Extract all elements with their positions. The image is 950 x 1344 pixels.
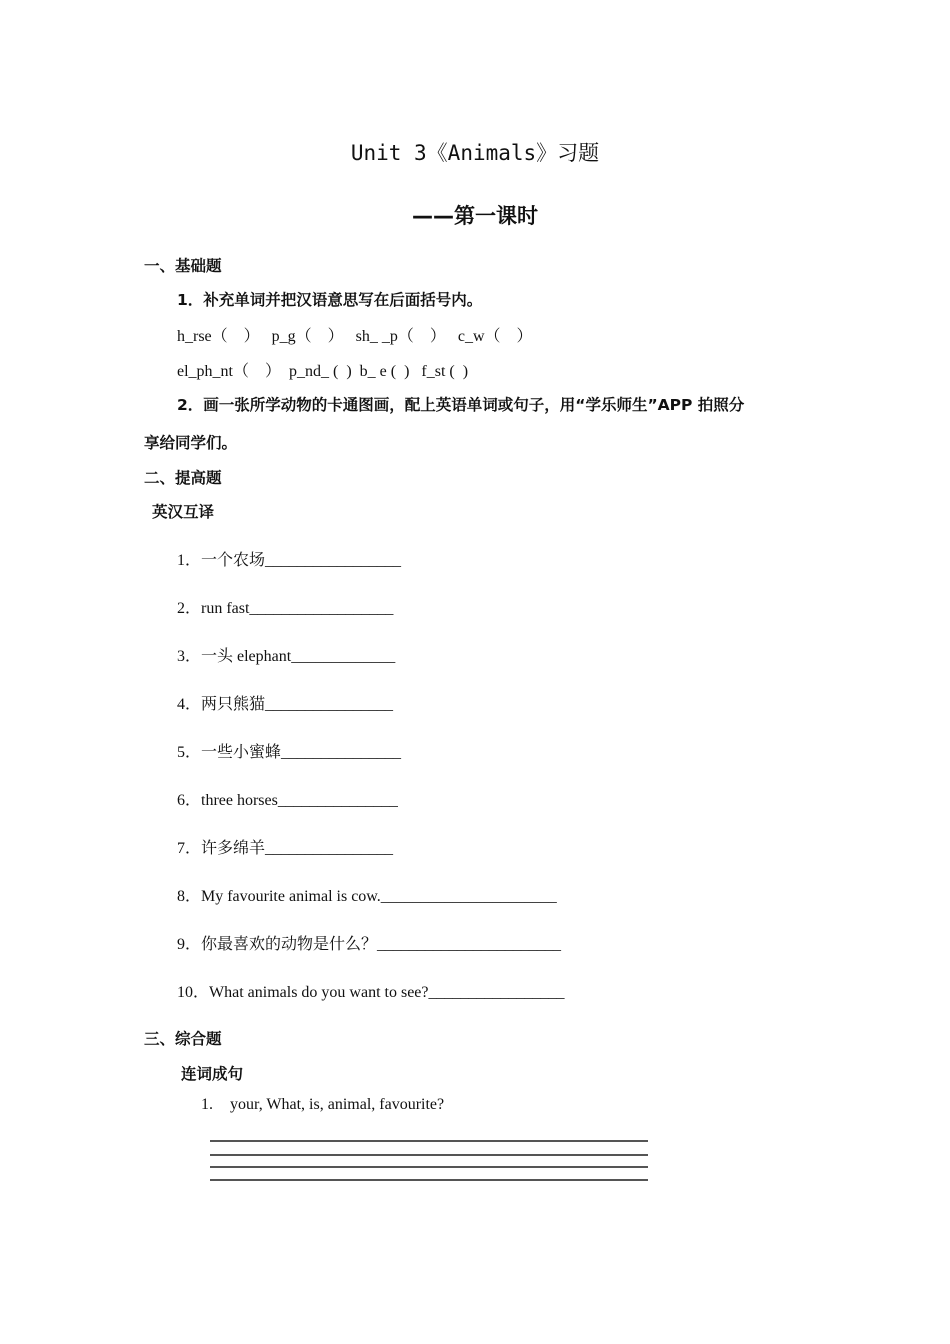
translation-item: 7．许多绵羊________________ [177,840,394,857]
answer-line [210,1140,648,1142]
translation-item: 8．My favourite animal is cow.______________________ [177,888,557,905]
section-heading-advanced: 二、提高题 [144,469,222,487]
translation-item: 10．What animals do you want to see?_________________ [177,984,565,1001]
question-1-instruction: 1．补充单词并把汉语意思写在后面括号内。 [177,291,483,309]
translation-item: 5．一些小蜜蜂_______________ [177,744,402,761]
page-title: Unit 3《Animals》习题 [350,141,600,165]
translation-item: 4．两只熊猫________________ [177,696,394,713]
translation-item: 1．一个农场_________________ [177,552,402,569]
sentence-item-words: your, What, is, animal, favourite? [230,1096,445,1113]
translation-item: 3．一头 elephant_____________ [177,648,396,665]
question-2-line-2: 享给同学们。 [144,434,238,452]
answer-line [210,1179,648,1181]
translation-item: 6．three horses_______________ [177,792,398,809]
section-heading-comprehensive: 三、综合题 [144,1030,222,1048]
fill-in-row-2: el_ph_nt（ ） p_nd_ ( ) b_ e ( ) f_st ( ) [177,363,469,380]
section-heading-basic: 一、基础题 [144,257,222,275]
answer-line [210,1154,648,1156]
sentence-item-number: 1. [201,1096,213,1113]
translation-item: 2．run fast__________________ [177,600,394,617]
page-subtitle: ——第一课时 [412,204,538,228]
translation-item: 9．你最喜欢的动物是什么？_______________________ [177,936,562,953]
fill-in-row-1: h_rse（ ） p_g（ ） sh_ _p（ ） c_w（ ） [177,328,533,345]
translation-subheading: 英汉互译 [152,503,215,521]
answer-line [210,1166,648,1168]
sentence-building-subheading: 连词成句 [181,1065,244,1083]
question-2-line-1: 2．画一张所学动物的卡通图画，配上英语单词或句子，用“学乐师生”APP 拍照分 [177,396,745,414]
